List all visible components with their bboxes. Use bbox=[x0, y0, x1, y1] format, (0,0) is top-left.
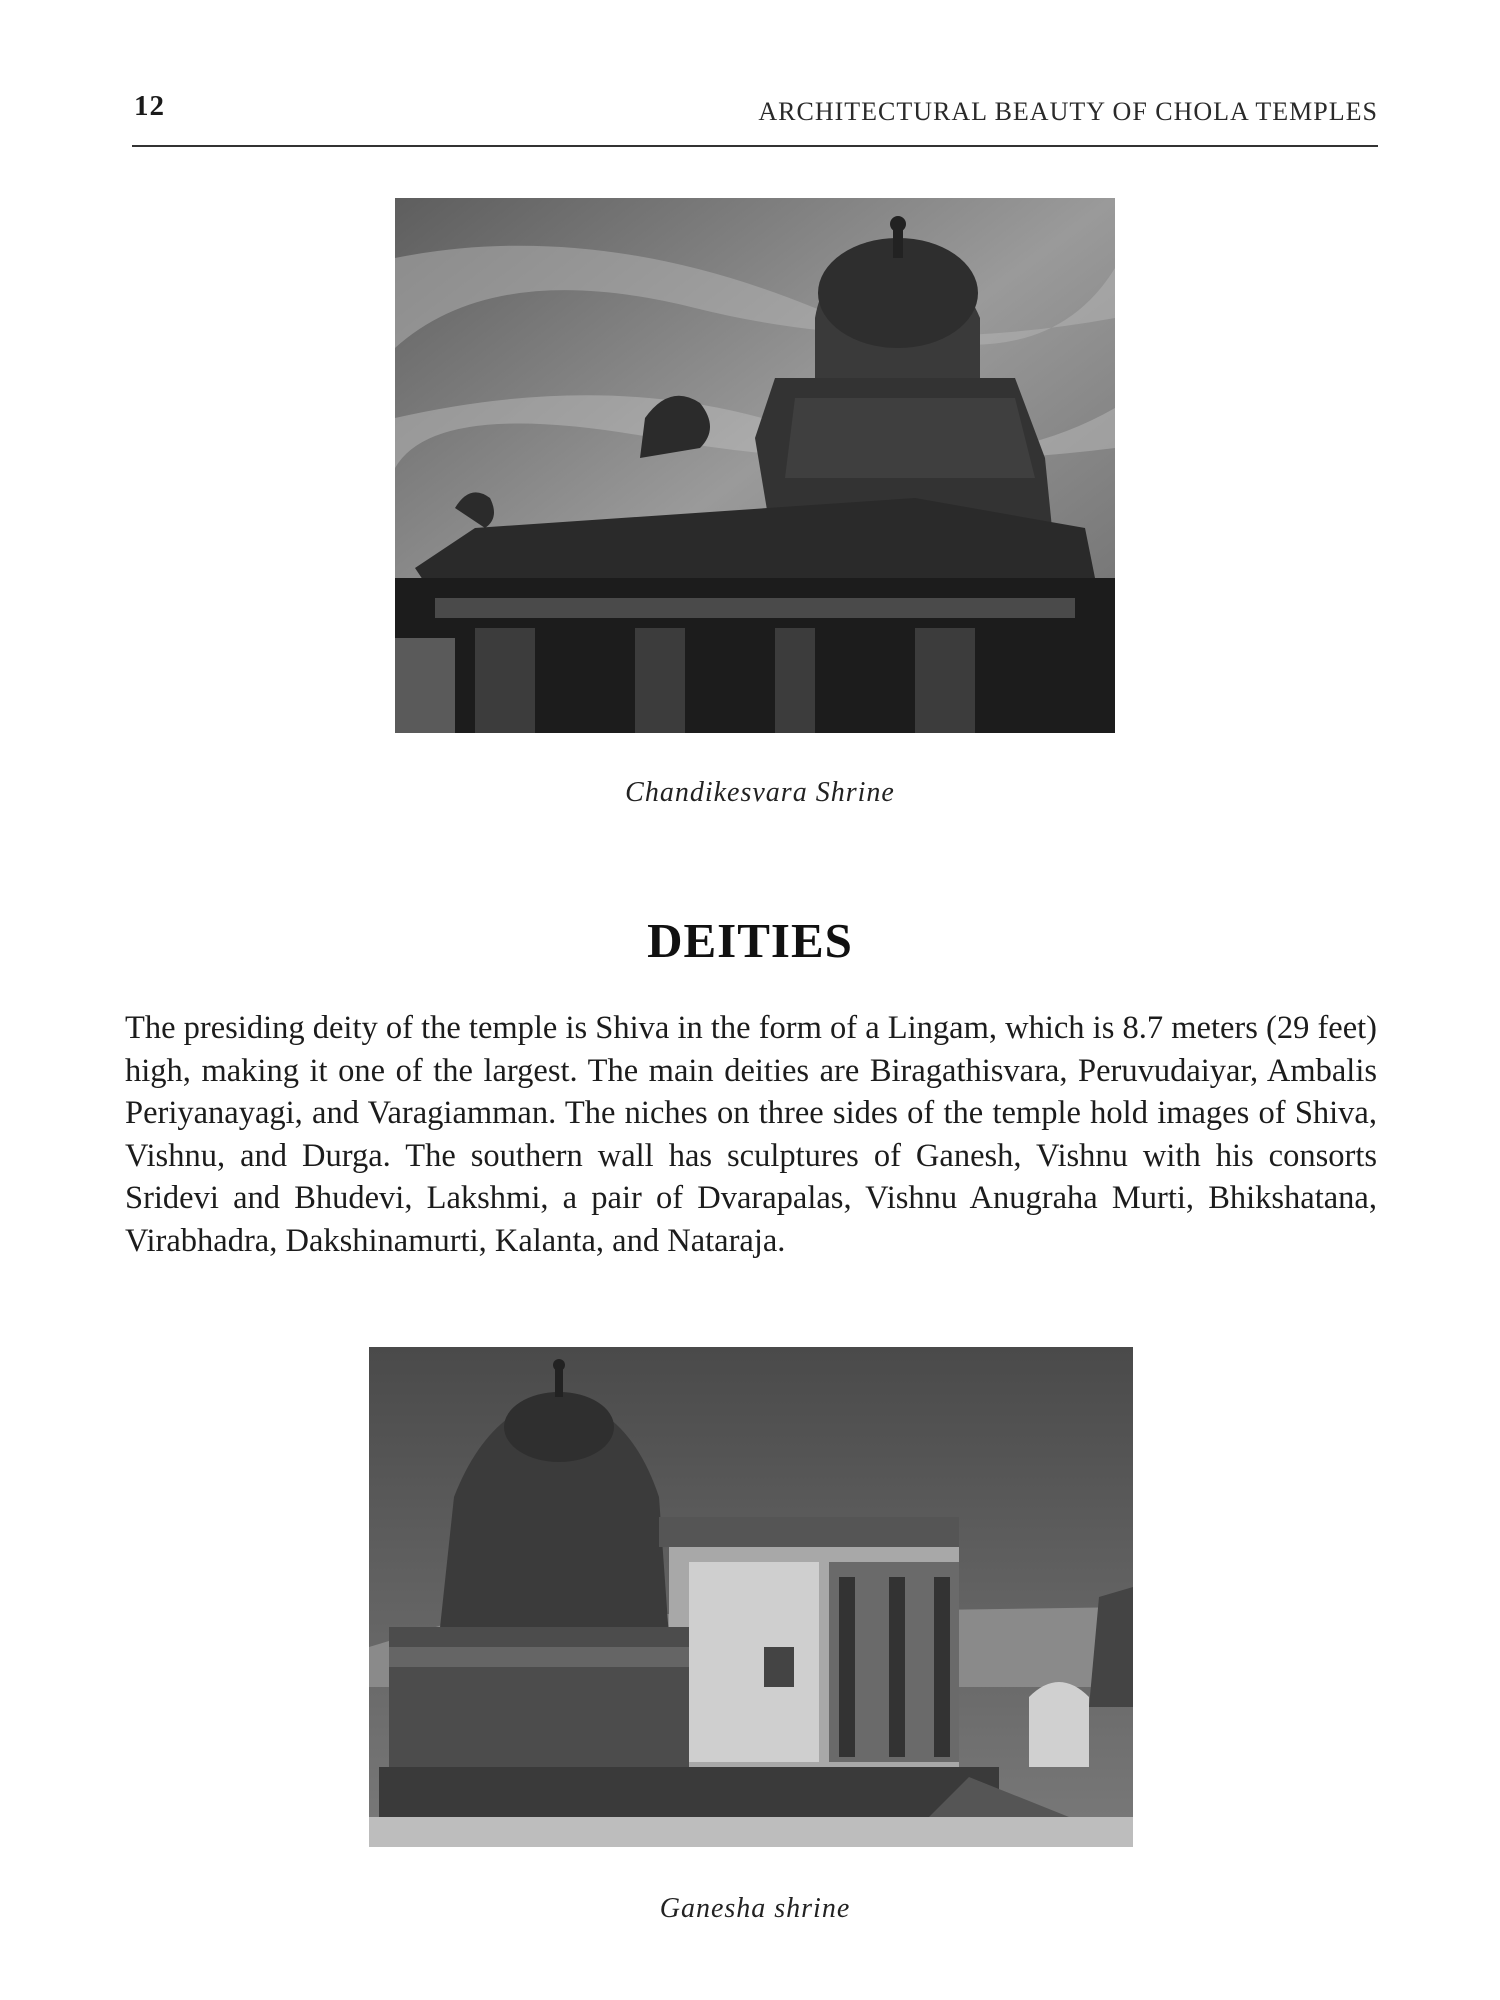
header-rule bbox=[132, 145, 1378, 147]
section-heading: DEITIES bbox=[647, 913, 853, 968]
page-number: 12 bbox=[134, 90, 165, 122]
figure-caption: Ganesha shrine bbox=[659, 1893, 851, 1924]
body-paragraph: The presiding deity of the temple is Shiva in the form of a Lingam, which is 8.7 meters (29 feet) high, making it one of the largest. The main deities are Biragathisvara, Peruvudaiyar, Ambalis Periyanayagi, and Varagiamman. The niches on three sides of the temple hold images of Shiva, Vishnu, and Durga. The southern wall has sculptures of Ganesh, Vishnu with his consorts Sridevi and Bhudevi, Lakshmi, a pair of Dvarapalas, Vishnu Anugraha Murti, Bhikshatana, Virabhadra, Dakshinamurti, Kalanta, and Nataraja. bbox=[125, 1010, 1377, 1259]
figure-caption: Chandikesvara Shrine bbox=[625, 777, 895, 808]
chandikesvara-shrine-photo bbox=[395, 198, 1115, 733]
ganesha-shrine-photo bbox=[369, 1347, 1133, 1847]
running-head: ARCHITECTURAL BEAUTY OF CHOLA TEMPLES bbox=[758, 97, 1378, 126]
